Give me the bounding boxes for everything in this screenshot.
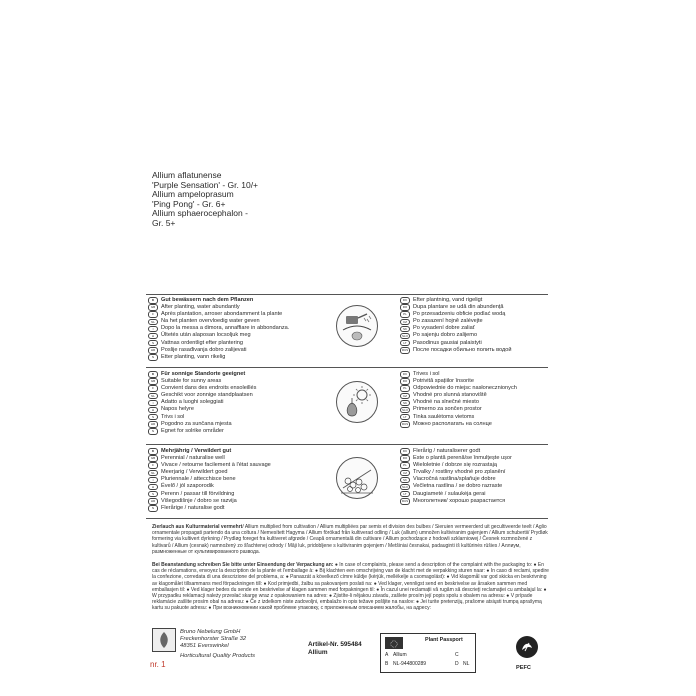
list-item [400,332,512,339]
country-badge: I [148,326,158,333]
article-info [308,641,362,657]
country-badge: PL [400,462,410,469]
list-item [400,311,512,318]
list-item-text: Po vysadení dobre zaliať [413,325,475,332]
country-badge: F [148,385,158,392]
section-sun-right [400,371,517,428]
list-item [148,505,271,512]
country-badge: S [148,340,158,347]
list-item-text: Trives i sol [413,371,440,377]
country-badge: SK [400,400,410,407]
list-item-text: Perenn / passar till förvildning [161,490,235,497]
passport-d-value: NL [463,661,470,667]
list-item [148,455,271,462]
country-badge: I [148,400,158,407]
country-badge: CZ [400,470,410,477]
country-badge: RUS [401,347,409,352]
list-item [148,414,256,421]
list-item [400,406,517,413]
country-badge: D [148,448,158,455]
list-item [148,340,289,347]
country-badge: D [148,371,158,378]
country-badge: DK [400,297,410,304]
list-item-text: Meerjarig / Verwildert goed [161,469,228,476]
sun-bulb-icon [336,381,378,423]
country-badge: N [148,505,158,512]
country-badge: S [148,414,158,421]
section-perennial-left [148,448,271,512]
passport-a-label: A [385,652,389,658]
list-item [148,371,256,378]
list-item [148,406,256,413]
section-perennial-right [400,448,512,505]
country-badge: NL [148,470,158,477]
watering-can-icon [336,305,378,347]
list-item [400,462,512,469]
country-badge: SK [400,477,410,484]
country-badge: SLO [401,333,408,338]
list-item-text: Perennial / naturalise well [161,455,225,462]
list-item-text: Flerårig / naturaliserer godt [413,448,481,454]
company-name: Bruno Nebelung GmbH [180,629,241,635]
list-item-text: Višegodišnje / dobro se razvija [161,497,237,504]
list-item [400,469,512,476]
list-item [400,491,512,498]
list-item-text: Po zasazení hojně zalévejte [413,318,483,325]
country-badge: RO [400,455,410,462]
country-badge: SLO [401,407,408,412]
country-badge: F [148,462,158,469]
list-item [148,491,271,498]
list-item [400,399,517,406]
complaint-heading: Bei Beanstandung schreiben Sie bitte unter Einsendung der Verpackung an: [152,562,334,568]
list-item-text: Geschikt voor zonnige standplaatsen [161,392,253,399]
list-item-text: Можно располагать на солнце [413,420,492,427]
country-badge: DK [400,371,410,378]
perennial-flowers-icon [336,457,378,499]
list-item-text: Ültetés után alaposan locsoljuk meg [161,332,251,339]
list-item [148,421,256,428]
divider [146,444,548,445]
country-badge: HR [148,421,158,428]
list-item-text: Tinka saulėtoms vietoms [413,413,475,420]
divider [146,518,548,519]
company-street: Freckenhorster Straße 32 [180,636,247,642]
country-badge: GB [148,304,158,311]
list-item-text: Vhodné pro slunná stanoviště [413,392,487,399]
divider [146,294,548,295]
list-item-text: Dopo la messa a dimora, annaffiare in abbondanza. [161,325,290,332]
list-item-text: Poslije rasađivanja dobro zalijevati [161,346,247,353]
list-item [148,311,289,318]
section-sun-left [148,371,256,435]
nr-label: nr. 1 [150,660,166,669]
list-item-text: Egnet for solrike områder [161,427,224,434]
passport-title: Plant Passport [425,637,463,643]
passport-b-label: B [385,661,389,667]
list-item [148,332,289,339]
pefc-logo-icon [512,634,542,664]
passport-c-label: C [455,652,459,658]
list-item [148,318,289,325]
list-item [148,304,289,311]
species-titles [152,171,352,229]
list-item-text: Convient dans des endroits ensoleillés [161,385,257,392]
country-badge: PL [400,311,410,318]
list-item [148,498,271,505]
title-line: 'Purple Sensation' - Gr. 10/+ [152,179,259,190]
list-item-text: Mehrjährig / Verwildert gut [161,448,232,454]
title-line: Allium ampeloprasum [152,189,234,200]
title-line: Gr. 5+ [152,217,176,228]
culture-note-heading: Zierlauch aus Kulturmaterial vermehrt [152,524,243,530]
list-item [400,304,512,311]
country-badge: CZ [400,319,410,326]
list-item-text: Pasodinus gausiai palaistyti [413,339,482,346]
list-item-text: Trvalky / rostliny vhodné pro zplanění [413,469,506,476]
list-item [400,325,512,332]
list-item [148,378,256,385]
passport-d-label: D [455,661,459,667]
pefc-label: PEFC [516,665,531,671]
country-badge: HR [148,498,158,505]
list-item [148,385,256,392]
country-badge: D [148,297,158,304]
list-item-text: Suitable for sunny areas [161,378,222,385]
country-badge: N [148,428,158,435]
list-item-text: Etter planting, vann rikelig [161,353,226,360]
plant-passport [380,633,476,673]
passport-b-value: NL-944800289 [393,661,427,667]
list-item [148,469,271,476]
list-item-text: Pluriennale / attecchisce bene [161,476,236,483]
list-item-text: Évelő / jól szaporodik [161,483,214,490]
list-item-text: Daugiametė / sulaukėja gerai [413,490,486,497]
country-badge: RO [400,304,410,311]
list-item [400,318,512,325]
article-name: Allium [308,649,328,656]
eu-flag-icon [385,637,403,649]
list-item-text: Viacročná rastlina/splaňuje dobre [413,476,496,483]
country-badge: NL [148,319,158,326]
company-tagline: Horticultural Quality Products [180,653,256,659]
list-item-text: Večletna rastlina / se dobro razraste [413,483,503,490]
company-city: 48351 Everswinkel [180,643,229,649]
list-item [148,483,271,490]
complaint-note [152,562,552,612]
list-item-text: Dupa plantare se udă din abundență [413,304,504,311]
list-item-text: Für sonnige Standorte geeignet [161,371,246,377]
divider [146,367,548,368]
country-badge: RO [400,378,410,385]
country-badge: S [148,491,158,498]
country-badge: H [148,407,158,414]
list-item [148,354,289,361]
country-badge: NL [148,393,158,400]
article-number: Artikel-Nr. 595484 [308,641,362,648]
country-badge: LT [400,414,410,421]
list-item-text: Adatto a luoghi soleggiati [161,399,224,406]
country-badge: CZ [400,393,410,400]
country-badge: DK [400,448,410,455]
country-badge: SK [400,326,410,333]
nebelung-logo-icon [152,628,176,652]
list-item [148,297,289,304]
country-badge: SLO [401,484,408,489]
country-badge: PL [400,385,410,392]
list-item [400,414,517,421]
list-item [148,428,256,435]
country-badge: HR [148,347,158,354]
title-line: Allium sphaerocephalon - [152,208,248,219]
country-badge: RUS [401,498,409,503]
list-item [148,347,289,354]
list-item [400,448,512,455]
list-item-text: Odpowiednie do miejsc nasłonecznionych [413,385,517,392]
list-item [148,448,271,455]
list-item [400,483,512,490]
country-badge: H [148,333,158,340]
list-item-text: Wieloletnie / dobrze się rozrastają [413,462,497,469]
list-item-text: Après plantation, arroser abondamment la plante [161,311,283,318]
list-item-text: После посадки обильно полить водой [413,346,512,353]
list-item [400,297,512,304]
list-item-text: After planting, water abundantly [161,304,240,311]
title-line: 'Ping Pong' - Gr. 6+ [152,198,226,209]
list-item-text: Flerårige / naturalise godt [161,504,225,511]
list-item-text: Trivs i sol [161,413,185,420]
company-address [180,629,255,660]
list-item-text: Na het planten overvloedig water geven [161,318,260,325]
section-watering-right [400,297,512,354]
list-item-text: Potrivită spațiilor însorite [413,378,474,385]
list-item-text: Vivace / retourne facilement à l'état sauvage [161,462,271,469]
list-item [148,399,256,406]
list-item-text: Многолетник/ хорошо разрастается [413,497,506,504]
list-item-text: Pogodno za sunčana mjesta [161,420,232,427]
list-item-text: Gut bewässern nach dem Pflanzen [161,297,254,303]
list-item [400,371,517,378]
list-item-text: Vattnas ordentligt efter plantering [161,339,243,346]
list-item [400,392,517,399]
country-badge: GB [148,455,158,462]
list-item [400,347,512,354]
title-line: Allium aflatunense [152,170,222,180]
list-item-text: Po przesadzeniu obficie podlać wodą [413,311,506,318]
list-item [400,378,517,385]
list-item-text: Po sajenju dobro zalijemo [413,332,478,339]
country-badge: H [148,484,158,491]
list-item [400,498,512,505]
passport-a-value: Allium [393,652,407,658]
country-badge: GB [148,378,158,385]
country-badge: I [148,477,158,484]
culture-note-text: / Allium multiplied from cultivation / Allium multipliées par semis et division des bulbes / Sieruien vermeerderd uit gecultiveerde teelt / Aglio ornamentale propagati partendo da una coltura / Nemesített Hagyma / Allium förökad från kultiverad odling / Luk (allium) umnožen kultiviranim gajenjem / Allium schubertii/ Prydløk formering via kultivert dyrkning / Prydløg foreget fra kultiveret afgrøde / Ceapă ornamentală din cultivare / Allium pochodzące z hodowli szklarniowej / Česnek rozmnožené z kultivarů / Allium (cesnak) namnožený zo šľachtenej odrody / Mâji luk, pridobljene s kultiviranim gojenjem / Metšiniai česnakai, padauginti iš kultūrinės rūšies / Аллиум, размноженные от культивированного разводa. [152,524,548,555]
list-item [400,455,512,462]
list-item-text: Primerno za sončen prostor [413,406,482,413]
list-item [400,385,517,392]
list-item-text: Vhodné na slnečné miesto [413,399,479,406]
list-item [400,340,512,347]
country-badge: F [148,311,158,318]
list-item [148,462,271,469]
list-item [400,476,512,483]
complaint-text: ● In case of complaints, please send a description of the complaint with the packaging to: ● En cas de réclamations, envoyez la description de la plante et l'emballage à: ● Bij klachten een omschrijving van de klacht met de verpakking sturen naar: ● In caso di reclami, spedire la confezione, corredata di una descrizione del problema, a: ● Panaszát a kövelkező címre küldje (kérjük, mellékelje a csomagolást): ● Vid klagomål var god skicka en beskrivning av klagomålet tillsammans med förpackningen till: ● Kod primjedbi, žalbu sa pakovanjem poslati na: ● Ved klager, vennligst send en beskrivelse av årsaken sammen med emballasjen til: ● Ved klager bedes du sende en beskrivelse af klagen sammen med forpakningen til: ● În cazul unei reclamații vă rugăm să descrieţi reclamaţiei cu ambalajul la: ● W przypadku reklamacji należy przesłać skargę wraz z opakowaniem na adres: ● Zjistíte-li nějakou závadu, zašlete prosím její popis spolu s obalem na adresu: ● V prípade reklamácie zašlite prosím obal na adresu: ● Če z izdelkom niste zadovoljni, embalažo in opis težave pošljite na naslov: ● Jei turite pretenzijų, prašome atsiųsti trumpą aprašymą kartu su pakuote adresu: ● При возникновении какой проблеме упаковку, с приложенным описанием жалобы, на адресу: [152,562,549,612]
country-badge: N [148,354,158,361]
country-badge: LT [400,491,410,498]
list-item-text: Napos helyre [161,406,194,413]
section-watering-left [148,297,289,361]
country-badge: LT [400,340,410,347]
list-item [400,421,517,428]
list-item-text: Este o plantă perenă/se înmulțește ușor [413,455,512,462]
list-item [148,392,256,399]
country-badge: RUS [401,421,409,426]
list-item-text: Efter plantning, vand rigeligt [413,297,483,303]
culture-note [152,524,552,555]
